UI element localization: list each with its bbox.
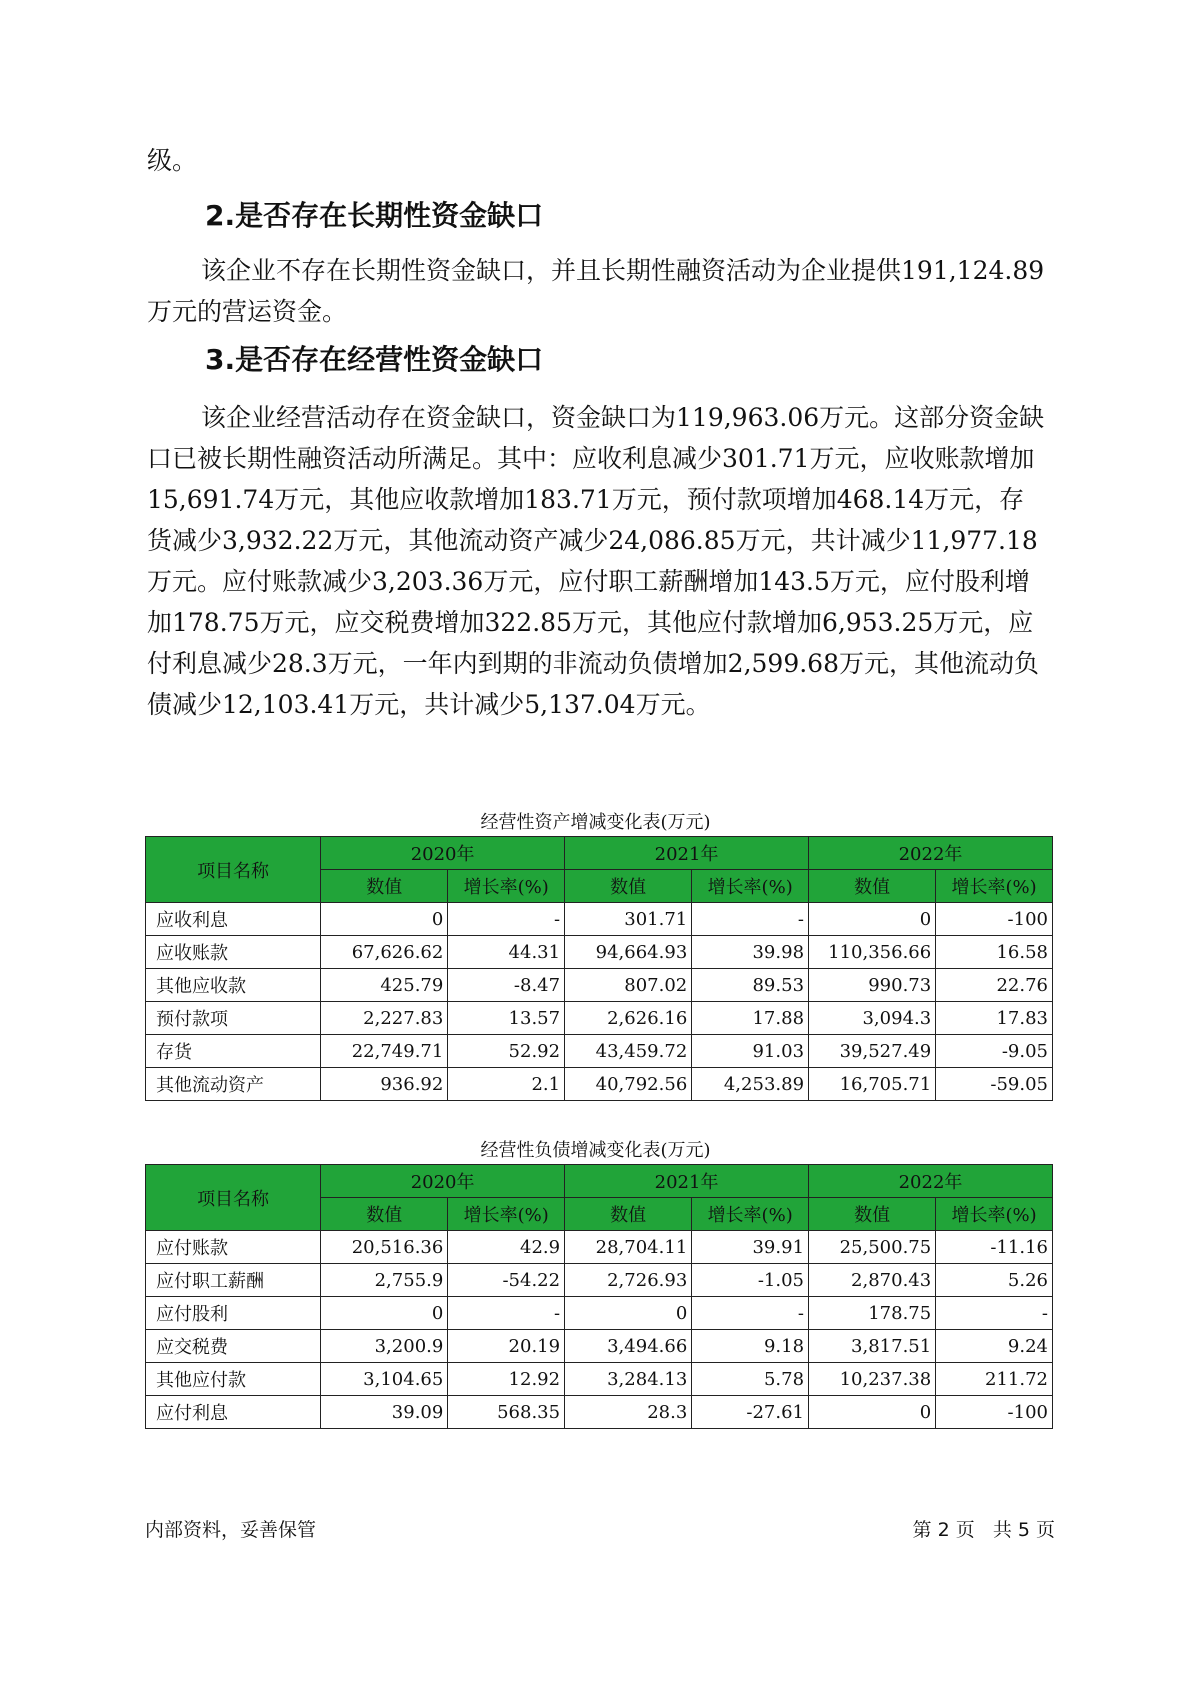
cell-growth-rate: -54.22 bbox=[448, 1264, 565, 1297]
table-row bbox=[146, 1363, 1053, 1396]
footer-page-number: 第 2 页 共 5 页 bbox=[912, 1519, 1055, 1541]
liability-change-table bbox=[145, 1164, 1053, 1429]
cell-value: 3,494.66 bbox=[565, 1330, 692, 1363]
row-item-name: 应付利息 bbox=[146, 1396, 321, 1429]
cell-value: 67,626.62 bbox=[321, 936, 448, 969]
table-row bbox=[146, 1297, 1053, 1330]
cell-value: 25,500.75 bbox=[809, 1231, 936, 1264]
header-item-name: 项目名称 bbox=[146, 1165, 321, 1231]
footer-confidential-note: 内部资料，妥善保管 bbox=[145, 1519, 317, 1541]
cell-growth-rate: -1.05 bbox=[692, 1264, 809, 1297]
asset-table-title: 经营性资产增减变化表(万元) bbox=[480, 812, 711, 833]
header-year-2021: 2021年 bbox=[565, 1165, 809, 1198]
table-row bbox=[146, 969, 1053, 1002]
row-item-name: 其他流动资产 bbox=[146, 1068, 321, 1101]
header-rate: 增长率(%) bbox=[692, 1198, 809, 1231]
cell-growth-rate: -100 bbox=[936, 1396, 1053, 1429]
cell-value: 990.73 bbox=[809, 969, 936, 1002]
cell-growth-rate: 4,253.89 bbox=[692, 1068, 809, 1101]
header-rate: 增长率(%) bbox=[692, 870, 809, 903]
cell-growth-rate: -27.61 bbox=[692, 1396, 809, 1429]
cell-growth-rate: -100 bbox=[936, 903, 1053, 936]
cell-value: 94,664.93 bbox=[565, 936, 692, 969]
cell-growth-rate: 91.03 bbox=[692, 1035, 809, 1068]
row-item-name: 预付款项 bbox=[146, 1002, 321, 1035]
section-heading-3: 3.是否存在经营性资金缺口 bbox=[205, 343, 544, 376]
row-item-name: 其他应付款 bbox=[146, 1363, 321, 1396]
cell-value: 2,755.9 bbox=[321, 1264, 448, 1297]
row-item-name: 应付账款 bbox=[146, 1231, 321, 1264]
cell-growth-rate: -8.47 bbox=[448, 969, 565, 1002]
table-row bbox=[146, 1068, 1053, 1101]
cell-growth-rate: 39.91 bbox=[692, 1231, 809, 1264]
header-rate: 增长率(%) bbox=[936, 1198, 1053, 1231]
cell-growth-rate: 89.53 bbox=[692, 969, 809, 1002]
header-year-2022: 2022年 bbox=[809, 837, 1053, 870]
cell-growth-rate: 42.9 bbox=[448, 1231, 565, 1264]
cell-growth-rate: 9.18 bbox=[692, 1330, 809, 1363]
table-row bbox=[146, 903, 1053, 936]
cell-growth-rate: 568.35 bbox=[448, 1396, 565, 1429]
paragraph-long-term-gap: 该企业不存在长期性资金缺口，并且长期性融资活动为企业提供191,124.89万元的营运资金。 bbox=[147, 256, 1045, 326]
row-item-name: 应收账款 bbox=[146, 936, 321, 969]
asset-table-body bbox=[146, 903, 1053, 1101]
header-rate: 增长率(%) bbox=[448, 1198, 565, 1231]
cell-growth-rate: 17.83 bbox=[936, 1002, 1053, 1035]
cell-value: 28.3 bbox=[565, 1396, 692, 1429]
table-row bbox=[146, 1002, 1053, 1035]
table-row bbox=[146, 1396, 1053, 1429]
cell-value: 2,726.93 bbox=[565, 1264, 692, 1297]
cell-growth-rate: 5.78 bbox=[692, 1363, 809, 1396]
cell-value: 807.02 bbox=[565, 969, 692, 1002]
cell-value: 2,626.16 bbox=[565, 1002, 692, 1035]
cell-value: 2,870.43 bbox=[809, 1264, 936, 1297]
asset-change-table bbox=[145, 836, 1053, 1101]
cell-value: 16,705.71 bbox=[809, 1068, 936, 1101]
cell-value: 10,237.38 bbox=[809, 1363, 936, 1396]
cell-value: 0 bbox=[321, 1297, 448, 1330]
cell-growth-rate: 17.88 bbox=[692, 1002, 809, 1035]
liability-table-title: 经营性负债增减变化表(万元) bbox=[480, 1140, 711, 1161]
cell-value: 936.92 bbox=[321, 1068, 448, 1101]
cell-growth-rate: 5.26 bbox=[936, 1264, 1053, 1297]
table-row bbox=[146, 1264, 1053, 1297]
cell-value: 110,356.66 bbox=[809, 936, 936, 969]
cell-value: 178.75 bbox=[809, 1297, 936, 1330]
header-year-2020: 2020年 bbox=[321, 837, 565, 870]
cell-growth-rate: 16.58 bbox=[936, 936, 1053, 969]
cell-growth-rate: - bbox=[692, 903, 809, 936]
cell-value: 20,516.36 bbox=[321, 1231, 448, 1264]
cell-growth-rate: 211.72 bbox=[936, 1363, 1053, 1396]
cell-growth-rate: 22.76 bbox=[936, 969, 1053, 1002]
header-value: 数值 bbox=[565, 1198, 692, 1231]
header-value: 数值 bbox=[321, 1198, 448, 1231]
cell-value: 3,817.51 bbox=[809, 1330, 936, 1363]
cell-growth-rate: 44.31 bbox=[448, 936, 565, 969]
cell-value: 425.79 bbox=[321, 969, 448, 1002]
cell-value: 43,459.72 bbox=[565, 1035, 692, 1068]
cell-growth-rate: 39.98 bbox=[692, 936, 809, 969]
row-item-name: 应收利息 bbox=[146, 903, 321, 936]
cell-growth-rate: 13.57 bbox=[448, 1002, 565, 1035]
cell-value: 3,200.9 bbox=[321, 1330, 448, 1363]
row-item-name: 应付职工薪酬 bbox=[146, 1264, 321, 1297]
header-value: 数值 bbox=[321, 870, 448, 903]
cell-growth-rate: -9.05 bbox=[936, 1035, 1053, 1068]
cell-value: 3,104.65 bbox=[321, 1363, 448, 1396]
row-item-name: 应交税费 bbox=[146, 1330, 321, 1363]
cell-value: 40,792.56 bbox=[565, 1068, 692, 1101]
cell-value: 0 bbox=[565, 1297, 692, 1330]
header-rate: 增长率(%) bbox=[936, 870, 1053, 903]
cell-growth-rate: -11.16 bbox=[936, 1231, 1053, 1264]
cell-growth-rate: 20.19 bbox=[448, 1330, 565, 1363]
cell-value: 22,749.71 bbox=[321, 1035, 448, 1068]
cell-value: 0 bbox=[321, 903, 448, 936]
table-row bbox=[146, 1231, 1053, 1264]
liability-table-body bbox=[146, 1231, 1053, 1429]
header-value: 数值 bbox=[809, 870, 936, 903]
cell-growth-rate: 12.92 bbox=[448, 1363, 565, 1396]
header-value: 数值 bbox=[809, 1198, 936, 1231]
header-rate: 增长率(%) bbox=[448, 870, 565, 903]
row-item-name: 其他应收款 bbox=[146, 969, 321, 1002]
cell-growth-rate: - bbox=[692, 1297, 809, 1330]
header-value: 数值 bbox=[565, 870, 692, 903]
cell-value: 39,527.49 bbox=[809, 1035, 936, 1068]
header-year-2022: 2022年 bbox=[809, 1165, 1053, 1198]
cell-value: 3,094.3 bbox=[809, 1002, 936, 1035]
paragraph-operating-gap: 该企业经营活动存在资金缺口，资金缺口为119,963.06万元。这部分资金缺口已被长期性融资活动所满足。其中：应收利息减少301.71万元，应收账款增加15,691.74万元，其他应收款增加183.71万元，预付款项增加468.14万元，存货减少3,932.22万元，其他流动资产减少24,086.85万元，共计减少11,977.18万元。应付账款减少3,203.36万元，应付职工薪酬增加143.5万元，应付股利增加178.75万元，应交税费增加322.85万元，其他应付款增加6,953.25万元，应付利息减少28.3万元，一年内到期的非流动负债增加2,599.68万元，其他流动负债减少12,103.41万元，共计减少5,137.04万元。 bbox=[147, 403, 1045, 719]
header-item-name: 项目名称 bbox=[146, 837, 321, 903]
header-year-2021: 2021年 bbox=[565, 837, 809, 870]
cell-growth-rate: - bbox=[448, 1297, 565, 1330]
cell-value: 0 bbox=[809, 903, 936, 936]
table-row bbox=[146, 1035, 1053, 1068]
cell-value: 3,284.13 bbox=[565, 1363, 692, 1396]
cell-growth-rate: - bbox=[936, 1297, 1053, 1330]
cell-growth-rate: -59.05 bbox=[936, 1068, 1053, 1101]
cell-growth-rate: 9.24 bbox=[936, 1330, 1053, 1363]
cell-growth-rate: 52.92 bbox=[448, 1035, 565, 1068]
cell-growth-rate: - bbox=[448, 903, 565, 936]
table-row bbox=[146, 1330, 1053, 1363]
table-row bbox=[146, 936, 1053, 969]
continuation-text: 级。 bbox=[147, 146, 198, 175]
cell-growth-rate: 2.1 bbox=[448, 1068, 565, 1101]
cell-value: 301.71 bbox=[565, 903, 692, 936]
cell-value: 0 bbox=[809, 1396, 936, 1429]
cell-value: 28,704.11 bbox=[565, 1231, 692, 1264]
cell-value: 2,227.83 bbox=[321, 1002, 448, 1035]
header-year-2020: 2020年 bbox=[321, 1165, 565, 1198]
section-heading-2: 2.是否存在长期性资金缺口 bbox=[205, 199, 544, 232]
cell-value: 39.09 bbox=[321, 1396, 448, 1429]
row-item-name: 应付股利 bbox=[146, 1297, 321, 1330]
row-item-name: 存货 bbox=[146, 1035, 321, 1068]
